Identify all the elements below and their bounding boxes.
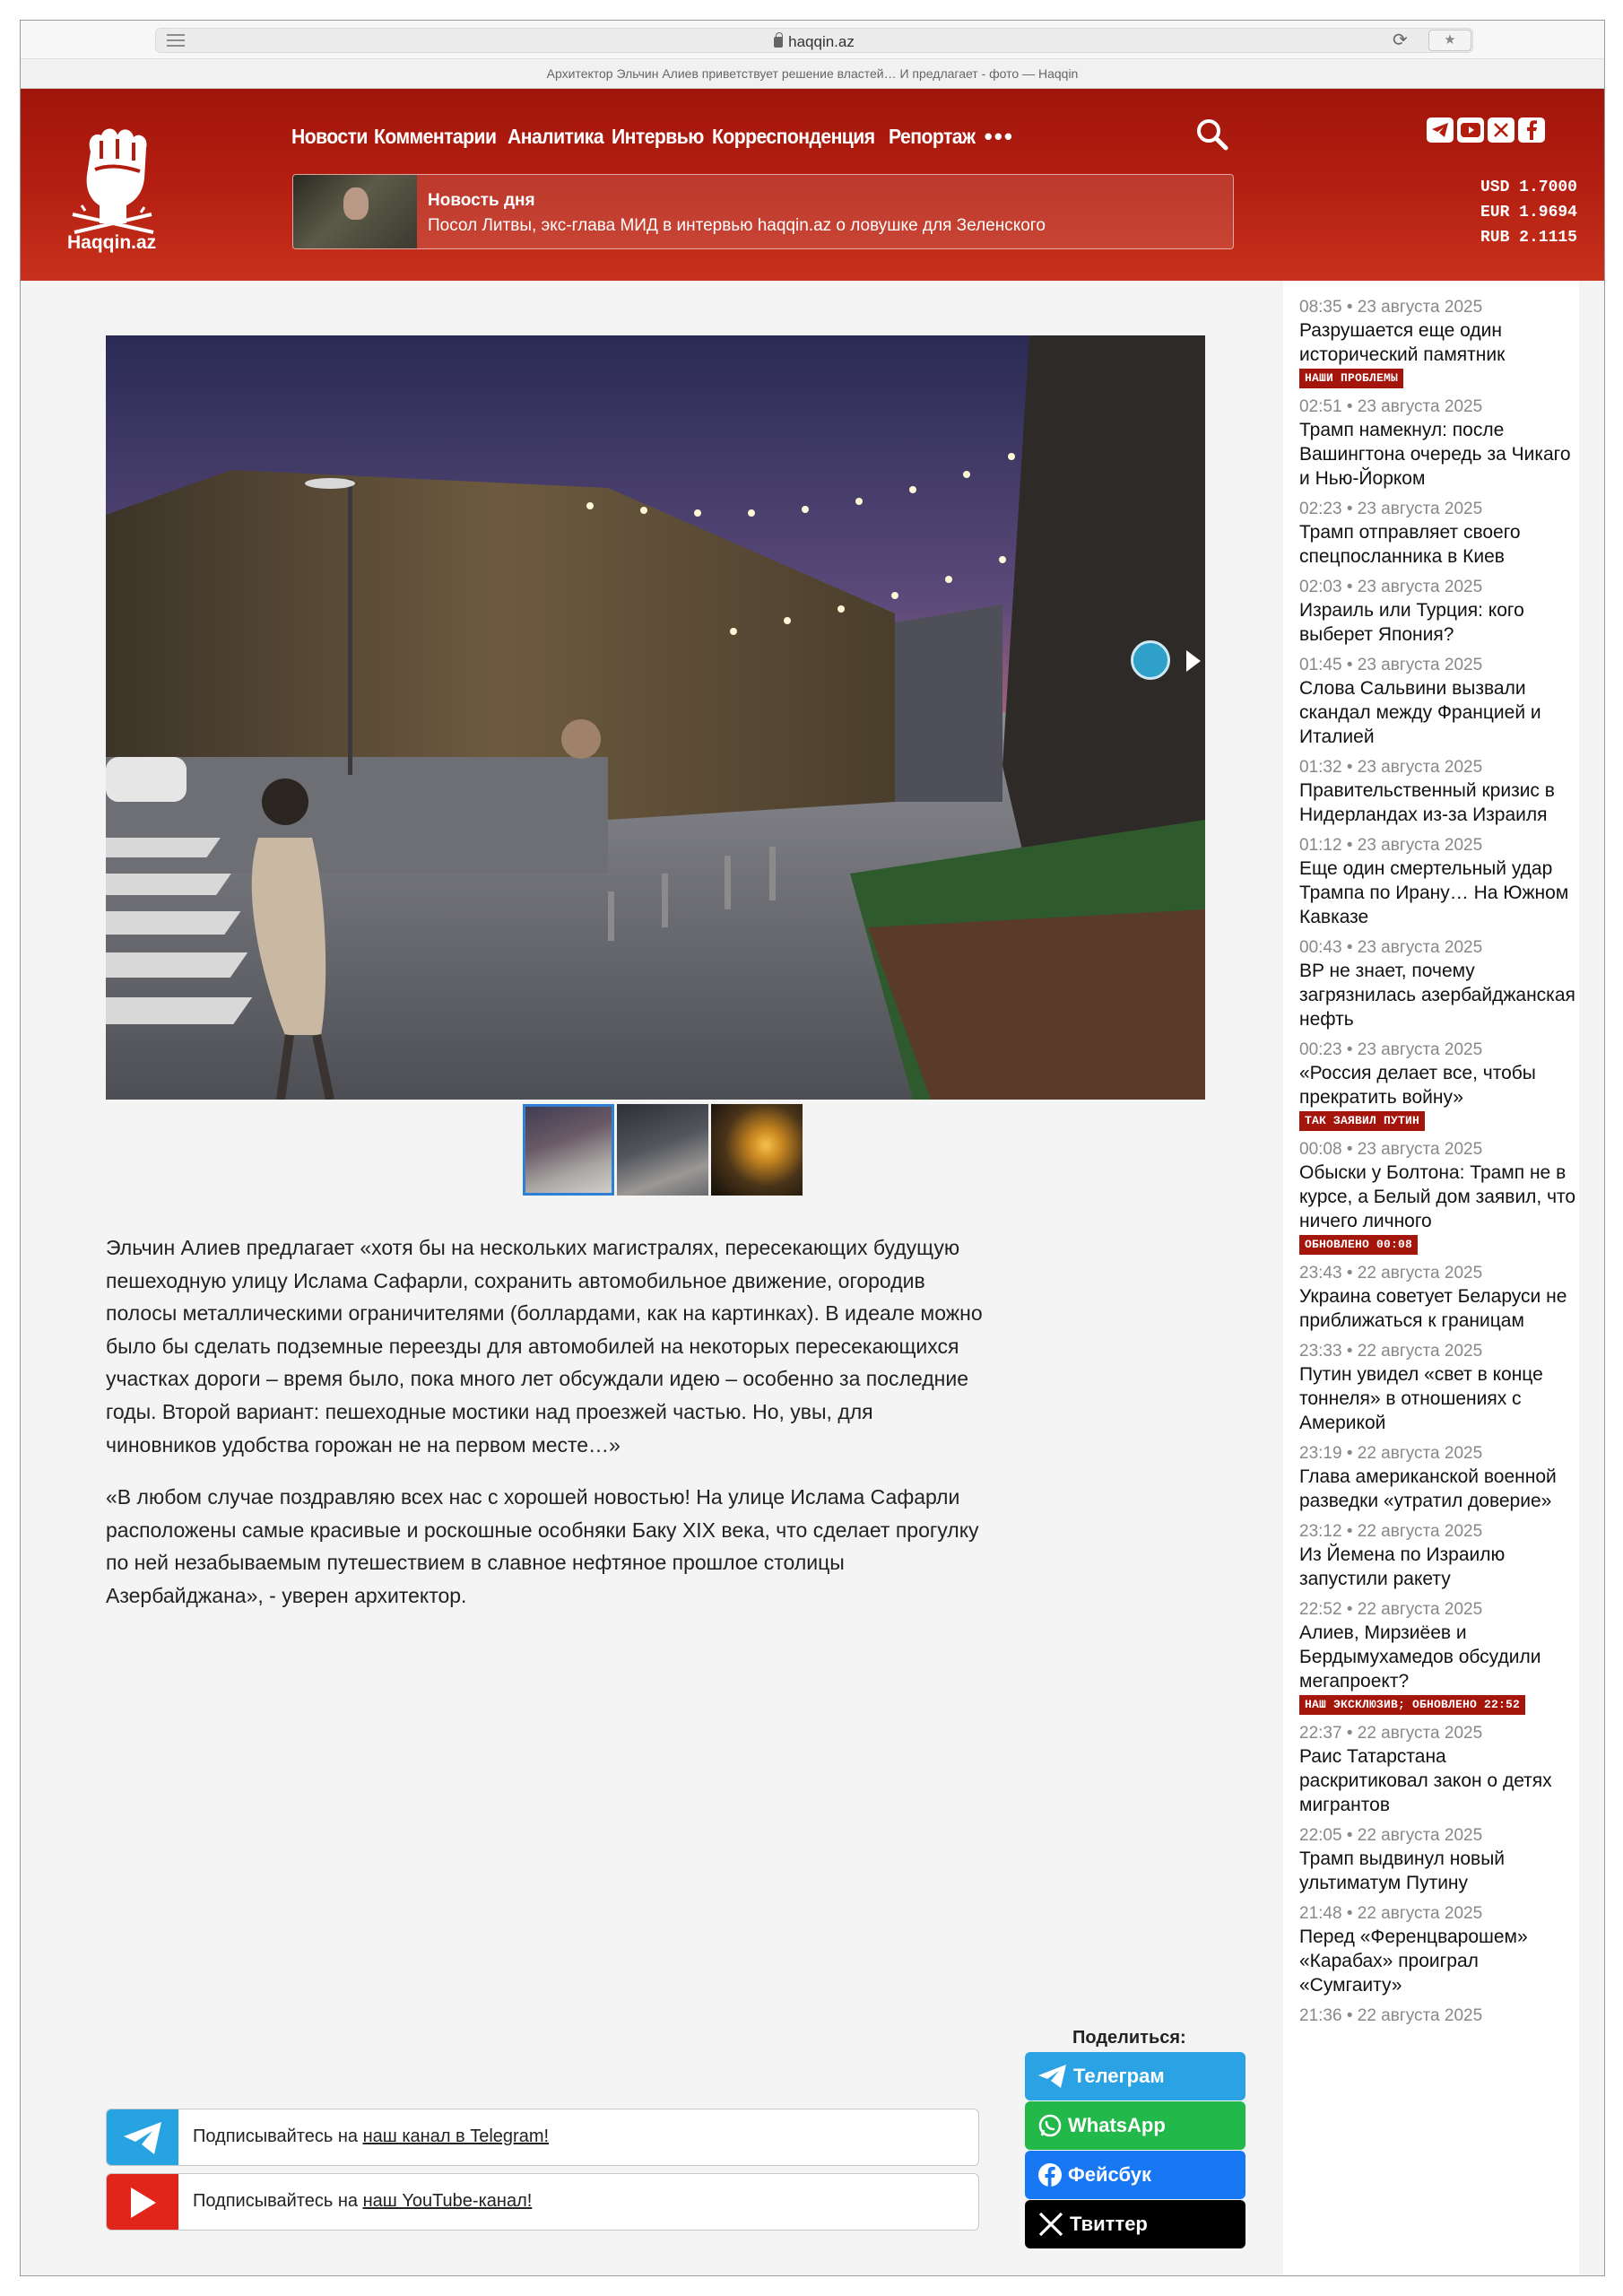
article-paragraph-1: Эльчин Алиев предлагает «хотя бы на нескольких магистралях, пересекающих будущую пешеходную улицу Ислама Сафарли, сохранить автомобильное движение, огородив полосы металлическими ограничителями (боллардами, как на картинках). В идеале можно было бы сделать подземные переезды для автомобилей на некоторых пересекающихся участках дороги – время было, пока много лет обсуждали идею – особенно за последние годы. Второй вариант: пешеходные мостики над проезжей частью. Но, увы, для чиновников удобства горожан не на первом месте…»: [106, 1236, 983, 1457]
whatsapp-icon: [1037, 2113, 1063, 2138]
youtube-icon[interactable]: [1457, 117, 1484, 143]
subscribe-telegram-text: [193, 2126, 549, 2147]
feed-title[interactable]: Израиль или Турция: кого выберет Япония?: [1299, 600, 1524, 645]
feed-time: 22:05 • 22 августа 2025: [1299, 1826, 1483, 1845]
feed-item[interactable]: [1299, 835, 1579, 929]
nav-more-icon[interactable]: •••: [984, 122, 1014, 150]
feed-time: 22:37 • 22 августа 2025: [1299, 1724, 1483, 1743]
x-twitter-icon[interactable]: [1488, 117, 1515, 143]
feed-time: 01:32 • 23 августа 2025: [1299, 758, 1483, 777]
thumbnail-2[interactable]: [617, 1104, 708, 1196]
feed-item[interactable]: [1299, 937, 1579, 1031]
feed-item[interactable]: [1299, 1139, 1579, 1255]
tab-title[interactable]: Архитектор Эльчин Алиев приветствует решение властей… И предлагает - фото — Haqqin: [21, 58, 1604, 89]
subscribe-telegram-banner[interactable]: [106, 2109, 979, 2166]
feed-title[interactable]: Перед «Ференцварошем» «Карабах» проиграл «Сумгаиту»: [1299, 1926, 1528, 1996]
feed-title[interactable]: Еще один смертельный удар Трампа по Ирану… На Южном Кавказе: [1299, 858, 1569, 927]
feed-time: 23:43 • 22 августа 2025: [1299, 1264, 1483, 1283]
feed-time: 02:23 • 23 августа 2025: [1299, 500, 1483, 518]
share-twitter-label: Твиттер: [1070, 2213, 1148, 2235]
subscribe-youtube-text: [193, 2191, 532, 2212]
fist-logo-icon[interactable]: [64, 116, 162, 250]
subscribe-youtube-banner[interactable]: [106, 2173, 979, 2231]
main-nav: [291, 120, 1014, 152]
feed-tag[interactable]: ОБНОВЛЕНО 00:08: [1299, 1235, 1418, 1255]
reload-icon[interactable]: ⟳: [1393, 30, 1408, 50]
browser-toolbar: [21, 21, 1604, 58]
browser-window: [20, 20, 1605, 2276]
news-of-the-day-text[interactable]: Посол Литвы, экс-глава МИД в интервью haqqin.az о ловушке для Зеленского: [428, 216, 1046, 235]
feed-title[interactable]: Правительственный кризис в Нидерландах из-за Израиля: [1299, 780, 1555, 825]
feed-title[interactable]: Раис Татарстана раскритиковал закон о детях мигрантов: [1299, 1746, 1552, 1815]
news-of-the-day-label: Новость дня: [428, 191, 535, 210]
feed-item[interactable]: [1299, 1263, 1579, 1333]
nav-item-interview[interactable]: Интервью: [611, 124, 704, 148]
rate-eur: EUR 1.9694: [1480, 204, 1577, 222]
nav-item-analytics[interactable]: Аналитика: [507, 124, 603, 148]
telegram-icon: [1037, 2064, 1068, 2089]
feed-time: 00:23 • 23 августа 2025: [1299, 1040, 1483, 1059]
feed-item[interactable]: [1299, 1341, 1579, 1435]
feed-tag[interactable]: ТАК ЗАЯВИЛ ПУТИН: [1299, 1111, 1425, 1131]
logo-text[interactable]: Haqqin.az: [67, 232, 157, 253]
feed-time: 02:51 • 23 августа 2025: [1299, 397, 1483, 416]
image-thumbnails: [523, 1104, 803, 1196]
feed-title[interactable]: Трамп выдвинул новый ультиматум Путину: [1299, 1848, 1506, 1893]
feed-item[interactable]: [1299, 1723, 1579, 1817]
thumbnail-1[interactable]: [523, 1104, 614, 1196]
currency-rates: [1446, 175, 1577, 250]
feed-title[interactable]: Путин увидел «свет в конце тоннеля» в отношениях с Америкой: [1299, 1364, 1543, 1433]
feed-item[interactable]: [1299, 2005, 1579, 2027]
feed-time: 08:35 • 23 августа 2025: [1299, 298, 1483, 317]
feed-item[interactable]: [1299, 655, 1579, 749]
feed-time: 21:48 • 22 августа 2025: [1299, 1904, 1483, 1923]
feed-title[interactable]: Глава американской военной разведки «утратил доверие»: [1299, 1466, 1557, 1511]
news-feed-sidebar[interactable]: [1283, 281, 1579, 2276]
news-of-the-day-thumbnail[interactable]: [293, 175, 417, 249]
address-bar[interactable]: [155, 28, 1473, 53]
social-links: [1427, 117, 1545, 143]
feed-title[interactable]: Украина советует Беларуси не приближаться к границам: [1299, 1286, 1567, 1331]
feed-title[interactable]: Разрушается еще один исторический памятник: [1299, 320, 1506, 365]
search-icon[interactable]: [1195, 117, 1229, 152]
feed-title[interactable]: Трамп намекнул: после Вашингтона очередь за Чикаго и Нью-Йорком: [1299, 420, 1571, 489]
subscribe-telegram-link[interactable]: наш канал в Telegram!: [362, 2126, 550, 2146]
rate-rub: RUB 2.1115: [1480, 229, 1577, 247]
feed-title[interactable]: BP не знает, почему загрязнилась азербайджанская нефть: [1299, 961, 1575, 1030]
feed-time: 00:08 • 23 августа 2025: [1299, 1140, 1483, 1159]
feed-time: 01:12 • 23 августа 2025: [1299, 836, 1483, 855]
telegram-icon[interactable]: [1427, 117, 1454, 143]
feed-item[interactable]: [1299, 577, 1579, 647]
feed-item[interactable]: [1299, 1599, 1579, 1715]
nav-item-news[interactable]: Новости: [291, 124, 368, 148]
feed-time: 23:12 • 22 августа 2025: [1299, 1522, 1483, 1541]
share-twitter-button[interactable]: [1025, 2200, 1245, 2248]
share-telegram-label: Телеграм: [1073, 2065, 1165, 2087]
feed-title[interactable]: «Россия делает все, чтобы прекратить войну»: [1299, 1063, 1536, 1108]
feed-tag[interactable]: НАШ ЭКСКЛЮЗИВ; ОБНОВЛЕНО 22:52: [1299, 1695, 1525, 1715]
share-title: Поделиться:: [1072, 2028, 1186, 2048]
x-twitter-icon: [1037, 2212, 1064, 2237]
article-hero-image[interactable]: [106, 335, 1205, 1100]
slider-next-arrow-icon[interactable]: [1186, 650, 1201, 672]
news-of-the-day-banner[interactable]: [292, 174, 1234, 249]
share-whatsapp-button[interactable]: [1025, 2101, 1245, 2150]
slider-watermark-icon: [1131, 640, 1170, 680]
feed-time: 02:03 • 23 августа 2025: [1299, 578, 1483, 596]
url-text[interactable]: [156, 33, 1472, 51]
feed-time: 23:19 • 22 августа 2025: [1299, 1444, 1483, 1463]
share-whatsapp-label: WhatsApp: [1068, 2114, 1166, 2136]
feed-tag[interactable]: НАШИ ПРОБЛЕМЫ: [1299, 369, 1403, 388]
article-paragraph-2: «В любом случае поздравляю всех нас с хорошей новостью! На улице Ислама Сафарли расположены самые красивые и роскошные особняки Баку XIX века, что сделает прогулку по ней незабываемым путешествием в славное нефтяное прошлое столицы Азербайджана», - уверен архитектор.: [106, 1485, 979, 1607]
feed-item[interactable]: [1299, 1443, 1579, 1513]
feed-time: 01:45 • 23 августа 2025: [1299, 656, 1483, 674]
nav-item-comments[interactable]: Комментарии: [374, 124, 497, 148]
nav-item-correspondence[interactable]: Корреспонденция: [711, 124, 875, 148]
bookmark-star-icon[interactable]: ★: [1428, 30, 1471, 51]
article-body: [106, 1231, 985, 1632]
facebook-icon: [1037, 2162, 1063, 2187]
nav-item-reportage[interactable]: Репортаж: [888, 124, 976, 148]
youtube-play-icon: [107, 2174, 178, 2231]
share-facebook-label: Фейсбук: [1068, 2163, 1152, 2186]
feed-time: 22:52 • 22 августа 2025: [1299, 1600, 1483, 1619]
feed-title[interactable]: Слова Сальвини вызвали скандал между Францией и Италией: [1299, 678, 1541, 747]
main-content: [21, 281, 1276, 2276]
share-facebook-button[interactable]: [1025, 2151, 1245, 2199]
subscribe-youtube-prefix: Подписывайтесь на: [193, 2191, 363, 2211]
thumbnail-3[interactable]: [711, 1104, 803, 1196]
feed-item[interactable]: [1299, 499, 1579, 569]
feed-time: 23:33 • 22 августа 2025: [1299, 1342, 1483, 1361]
site-header: [21, 89, 1604, 281]
lock-icon: [774, 37, 783, 48]
subscribe-youtube-link[interactable]: наш YouTube-канал!: [362, 2191, 533, 2211]
feed-item[interactable]: [1299, 1903, 1579, 1997]
feed-time: 00:43 • 23 августа 2025: [1299, 938, 1483, 957]
feed-item[interactable]: [1299, 1039, 1579, 1131]
facebook-icon[interactable]: [1518, 117, 1545, 143]
feed-title[interactable]: Алиев, Мирзиёев и Бердымухамедов обсудили мегапроект?: [1299, 1622, 1541, 1692]
feed-item[interactable]: [1299, 1825, 1579, 1895]
feed-item[interactable]: [1299, 297, 1579, 388]
feed-item[interactable]: [1299, 1521, 1579, 1591]
feed-item[interactable]: [1299, 757, 1579, 827]
share-telegram-button[interactable]: [1025, 2052, 1245, 2100]
telegram-icon: [107, 2109, 178, 2166]
subscribe-telegram-prefix: Подписывайтесь на: [193, 2126, 363, 2146]
feed-title[interactable]: Обыски у Болтона: Трамп не в курсе, а Белый дом заявил, что ничего личного: [1299, 1162, 1576, 1231]
feed-item[interactable]: [1299, 396, 1579, 491]
feed-title[interactable]: Трамп отправляет своего спецпосланника в Киев: [1299, 522, 1521, 567]
feed-title[interactable]: Из Йемена по Израилю запустили ракету: [1299, 1544, 1506, 1589]
rate-usd: USD 1.7000: [1480, 178, 1577, 196]
feed-time: 21:36 • 22 августа 2025: [1299, 2006, 1483, 2025]
url-value: haqqin.az: [788, 33, 855, 50]
